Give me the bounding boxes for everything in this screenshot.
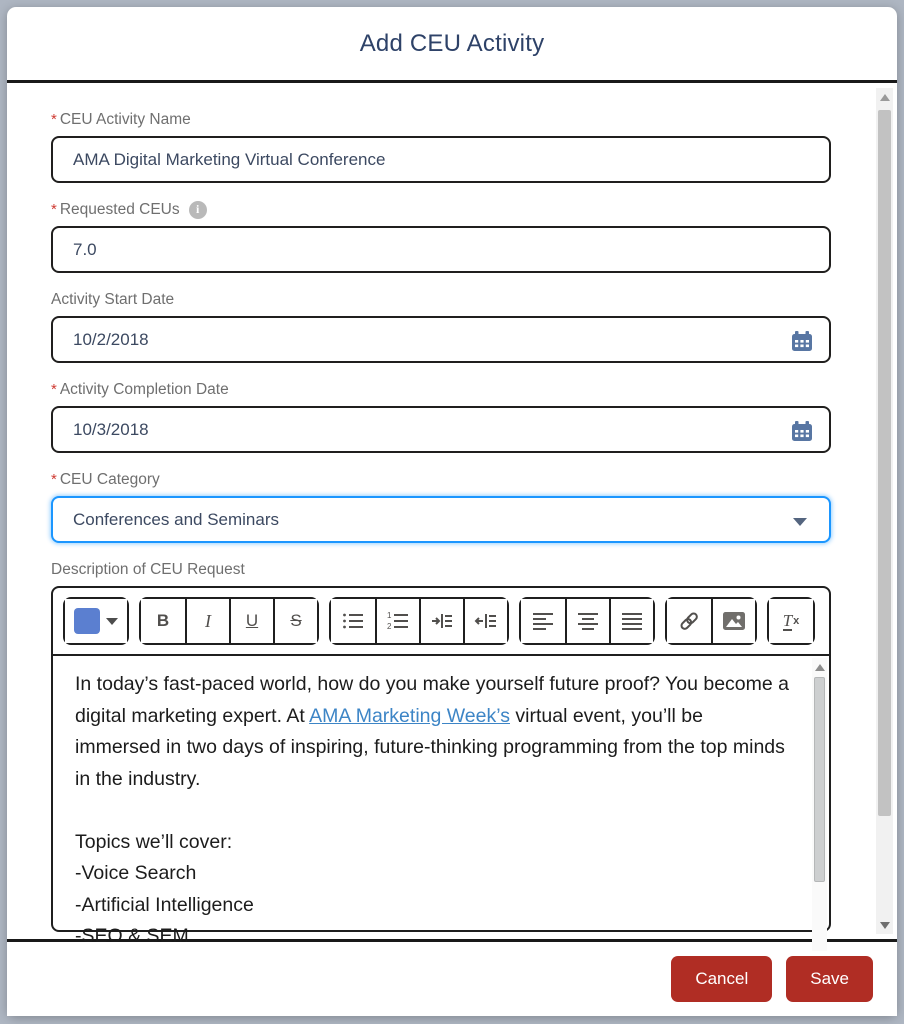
paragraph-text: In today’s fast-paced world, how do you make yourself future proof? You become a digital marketing expert. At <box>75 673 789 727</box>
btn-group-clear <box>767 597 815 645</box>
clear-formatting-sub: x <box>793 615 800 627</box>
btn-group-list <box>329 597 509 645</box>
activity-start-date-input[interactable] <box>51 316 831 363</box>
field-description <box>51 559 831 947</box>
align-center-icon <box>577 611 599 631</box>
modal-body <box>7 83 897 947</box>
field-activity-completion-date <box>51 379 831 453</box>
numbered-list-button[interactable] <box>375 599 419 643</box>
description-line: -Artificial Intelligence <box>75 893 254 916</box>
chevron-down-icon <box>793 518 807 526</box>
field-label <box>51 109 831 130</box>
required-asterisk: * <box>51 111 57 128</box>
ceu-activity-name-input[interactable] <box>51 136 831 183</box>
clear-formatting-button[interactable] <box>769 599 813 643</box>
calendar-icon[interactable] <box>791 330 813 352</box>
bullet-list-icon <box>342 611 364 631</box>
btn-group-align <box>519 597 655 645</box>
align-center-button[interactable] <box>565 599 609 643</box>
input-value: 7.0 <box>73 239 97 259</box>
field-label-text: Activity Completion Date <box>59 380 229 398</box>
modal-title: Add CEU Activity <box>359 29 545 57</box>
blank-line <box>75 795 789 827</box>
description-line: Topics we’ll cover: <box>75 830 233 853</box>
scroll-up-icon[interactable] <box>876 88 893 106</box>
rte-toolbar <box>53 588 829 656</box>
required-asterisk: * <box>51 201 57 218</box>
image-icon <box>723 612 745 630</box>
btn-group-insert <box>665 597 757 645</box>
add-ceu-activity-modal <box>7 7 897 1016</box>
input-value: 10/2/2018 <box>73 329 149 349</box>
paragraph-text: virtual event, you’ll be immersed in two days of inspiring, future-thinking programming from the top minds in the industry. <box>75 704 785 790</box>
field-label-text: Activity Start Date <box>51 290 175 308</box>
field-label <box>51 379 831 400</box>
bullet-list-button[interactable] <box>331 599 375 643</box>
field-label-text: Description of CEU Request <box>51 560 245 578</box>
align-left-icon <box>532 611 554 631</box>
scroll-up-icon[interactable] <box>812 658 827 676</box>
image-button[interactable] <box>711 599 755 643</box>
link-button[interactable] <box>667 599 711 643</box>
description-line: -SEO & SEM <box>75 925 189 947</box>
underline-button[interactable]: U <box>229 599 273 643</box>
modal-scrollbar-thumb[interactable] <box>878 110 891 816</box>
field-label-text: CEU Activity Name <box>59 110 191 128</box>
field-label-text: Requested CEUs <box>59 200 180 218</box>
indent-button[interactable] <box>419 599 463 643</box>
text-color-swatch-icon <box>74 608 100 634</box>
input-value: 10/3/2018 <box>73 419 149 439</box>
field-label <box>51 199 831 220</box>
info-icon[interactable]: i <box>189 201 207 219</box>
btn-group-style <box>139 597 319 645</box>
input-value: AMA Digital Marketing Virtual Conference <box>73 149 386 169</box>
field-ceu-activity-name <box>51 109 831 183</box>
rich-text-editor <box>51 586 831 947</box>
field-label <box>51 559 831 580</box>
outdent-icon <box>475 611 497 631</box>
field-label <box>51 469 831 490</box>
scroll-down-icon[interactable] <box>876 916 893 934</box>
ama-marketing-week-link[interactable]: AMA Marketing Week’s <box>309 704 510 727</box>
select-value: Conferences and Seminars <box>73 509 280 529</box>
strikethrough-button[interactable]: S <box>273 599 317 643</box>
clear-formatting-icon: T <box>782 610 793 630</box>
field-label-text: CEU Category <box>59 470 160 488</box>
align-right-icon <box>621 611 643 631</box>
calendar-icon[interactable] <box>791 420 813 442</box>
ceu-category-select[interactable] <box>51 496 831 543</box>
text-color-button[interactable] <box>65 599 127 643</box>
modal-footer <box>7 942 897 1016</box>
description-paragraph <box>75 669 789 795</box>
btn-group-color <box>63 597 129 645</box>
requested-ceus-input[interactable] <box>51 226 831 273</box>
align-left-button[interactable] <box>521 599 565 643</box>
bold-button[interactable]: B <box>141 599 185 643</box>
save-button[interactable]: Save <box>786 956 873 1002</box>
field-ceu-category <box>51 469 831 543</box>
editor-scrollbar[interactable] <box>812 658 827 951</box>
indent-icon <box>431 611 453 631</box>
italic-button[interactable]: I <box>185 599 229 643</box>
cancel-button[interactable]: Cancel <box>671 956 772 1002</box>
svg-text:1: 1 <box>387 611 392 620</box>
dropdown-arrow-icon <box>106 618 118 625</box>
field-requested-ceus <box>51 199 831 273</box>
required-asterisk: * <box>51 381 57 398</box>
numbered-list-icon <box>387 611 409 631</box>
activity-completion-date-input[interactable] <box>51 406 831 453</box>
outdent-button[interactable] <box>463 599 507 643</box>
description-line: -Voice Search <box>75 862 197 884</box>
field-label <box>51 289 831 310</box>
align-right-button[interactable] <box>609 599 653 643</box>
editor-scrollbar-thumb[interactable] <box>814 677 825 882</box>
modal-scrollbar[interactable] <box>876 88 893 934</box>
link-icon <box>678 610 700 632</box>
required-asterisk: * <box>51 471 57 488</box>
field-activity-start-date <box>51 289 831 363</box>
svg-text:2: 2 <box>387 622 392 631</box>
rte-content-area[interactable] <box>53 656 829 953</box>
modal-header <box>7 7 897 83</box>
